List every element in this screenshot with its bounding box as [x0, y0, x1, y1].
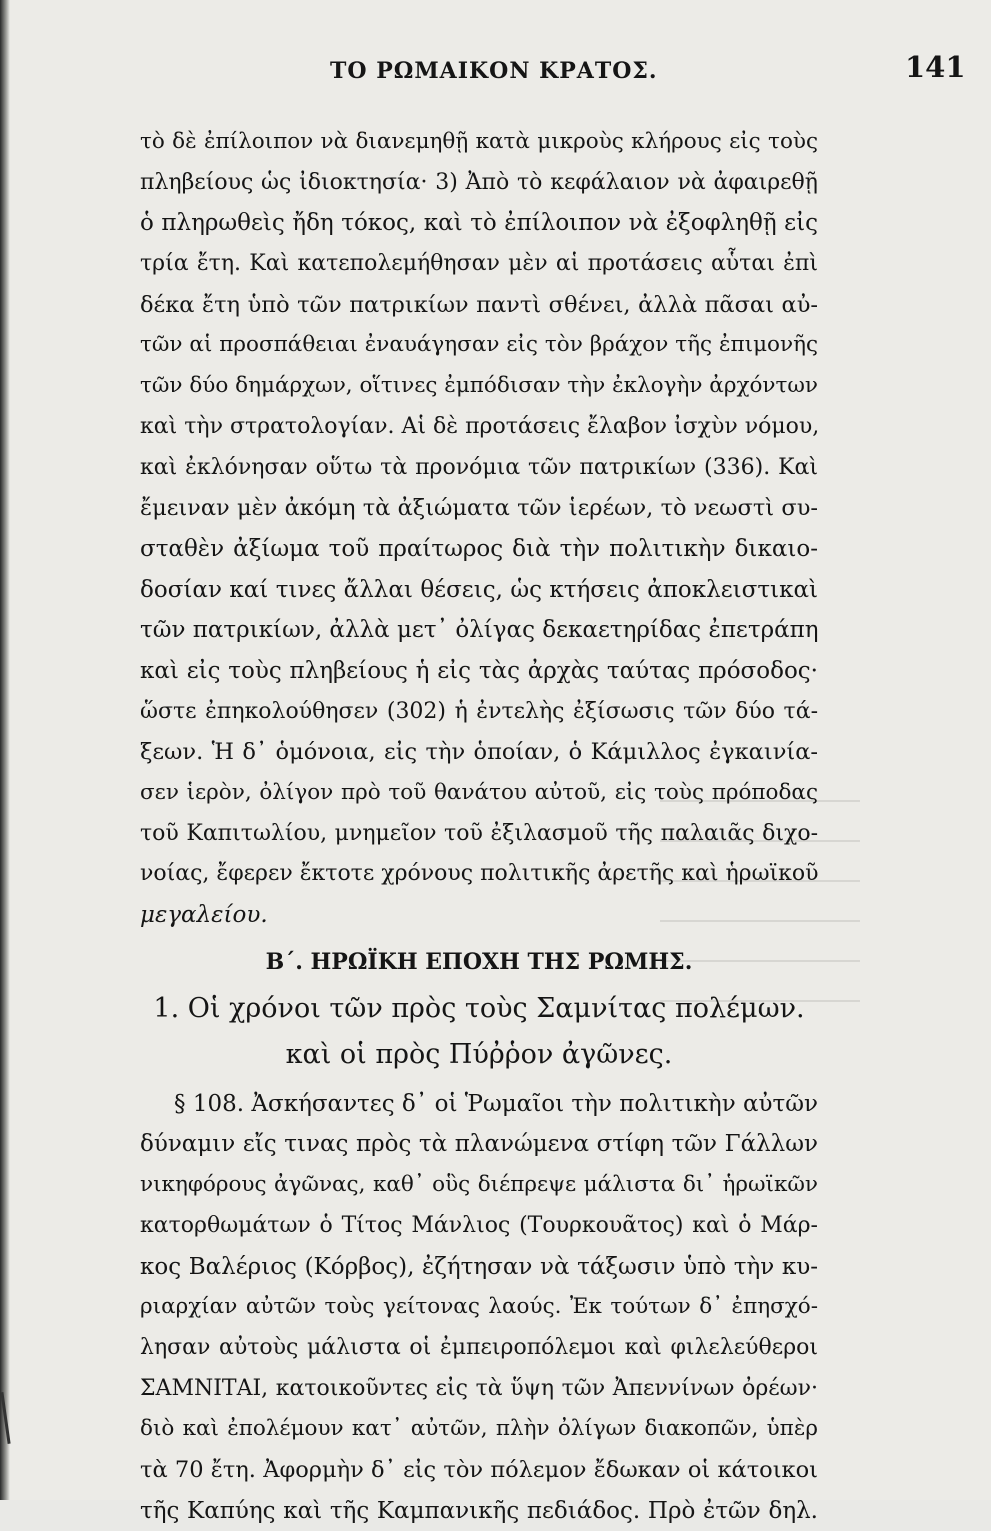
text-line: δοσίαν καί τινες ἄλλαι θέσεις, ὡς κτήσεις ἀποκλειστικαὶ — [140, 576, 818, 603]
text-line: ριαρχίαν αὐτῶν τοὺς γείτονας λαούς. Ἐκ τούτων δ᾽ ἐπησχό- — [140, 1294, 818, 1320]
text-line: σταθὲν ἀξίωμα τοῦ πραίτωρος διὰ τὴν πολιτικὴν δικαιο- — [140, 535, 818, 562]
page-number: 141 — [905, 50, 966, 84]
text-line: σεν ἱερὸν, ὀλίγον πρὸ τοῦ θανάτου αὐτοῦ, εἰς τοὺς πρόποδας — [140, 780, 818, 805]
text-line: διὸ καὶ ἐπολέμουν κατ᾽ αὐτῶν, πλὴν ὀλίγων διακοπῶν, ὑπὲρ — [140, 1416, 818, 1442]
text-line: ἔμειναν μὲν ἀκόμη τὰ ἀξιώματα τῶν ἱερέων, τὸ νεωστὶ συ- — [140, 495, 818, 522]
text-line: τῶν αἱ προσπάθειαι ἐναυάγησαν εἰς τὸν βράχον τῆς ἐπιμονῆς — [140, 332, 818, 358]
text-line: κος Βαλέριος (Κόρβος), ἐζήτησαν νὰ τάξωσιν ὑπὸ τὴν κυ- — [140, 1253, 818, 1280]
text-line: μεγαλείου. — [140, 902, 268, 929]
text-line: λησαν αὐτοὺς μάλιστα οἱ ἐμπειροπόλεμοι καὶ φιλελεύθεροι — [140, 1334, 818, 1360]
text-line: ὁ πληρωθεὶς ἤδη τόκος, καὶ τὸ ἐπίλοιπον νὰ ἐξοφληθῇ εἰς — [140, 210, 818, 237]
text-line: τὰ 70 ἔτη. Ἀφορμὴν δ᾽ εἰς τὸν πόλεμον ἔδωκαν οἱ κάτοικοι — [140, 1456, 818, 1483]
text-line: κατορθωμάτων ὁ Τίτος Μάνλιος (Τουρκουᾶτος) καὶ ὁ Μάρ- — [140, 1212, 818, 1238]
text-line: δύναμιν εἴς τινας πρὸς τὰ πλανώμενα στίφη τῶν Γάλλων — [140, 1131, 818, 1158]
text-line: πληβείους ὡς ἰδιοκτησία· 3) Ἀπὸ τὸ κεφάλαιον νὰ ἀφαιρεθῇ — [140, 169, 818, 195]
text-line: τῶν πατρικίων, ἀλλὰ μετ᾽ ὀλίγας δεκαετηρίδας ἐπετράπη — [140, 617, 819, 644]
paragraph-2 — [140, 1084, 818, 1531]
text-line: τῶν δύο δημάρχων, οἵτινες ἐμπόδισαν τὴν ἐκλογὴν ἀρχόντων — [140, 373, 818, 399]
subheading-line-2: καὶ οἱ πρὸς Πύῤῥον ἀγῶνες. — [285, 1038, 673, 1070]
text-line: καὶ εἰς τοὺς πληβείους ἡ εἰς τὰς ἀρχὰς ταύτας πρόσοδος· — [140, 657, 818, 684]
text-line: τρία ἔτη. Καὶ κατεπολεμήθησαν μὲν αἱ προτάσεις αὗται ἐπὶ — [140, 251, 818, 277]
subheading-line-1: 1. Οἱ χρόνοι τῶν πρὸς τοὺς Σαμνίτας πολέμων. — [153, 992, 805, 1024]
text-line: καὶ τὴν στρατολογίαν. Αἱ δὲ προτάσεις ἔλαβον ἰσχὺν νόμου, — [140, 413, 820, 439]
text-line: τῆς Καπύης καὶ τῆς Καμπανικῆς πεδιάδος. Πρὸ ἐτῶν δηλ. — [140, 1497, 818, 1524]
text-line: νοίας, ἔφερεν ἔκτοτε χρόνους πολιτικῆς ἀρετῆς καὶ ἡρωϊκοῦ — [140, 861, 819, 887]
text-body — [140, 122, 818, 1531]
section-heading: Β΄. ΗΡΩΪΚΗ ΕΠΟΧΗ ΤΗΣ ΡΩΜΗΣ. — [265, 948, 693, 975]
text-line: νικηφόρους ἀγῶνας, καθ᾽ οὓς διέπρεψε μάλιστα δι᾽ ἡρωϊκῶν — [140, 1172, 818, 1198]
text-line: τὸ δὲ ἐπίλοιπον νὰ διανεμηθῇ κατὰ μικροὺς κλήρους εἰς τοὺς — [140, 129, 818, 154]
text-line: δέκα ἔτη ὑπὸ τῶν πατρικίων παντὶ σθένει, ἀλλὰ πᾶσαι αὐ- — [140, 291, 818, 318]
page-binding-edge — [0, 0, 10, 1500]
text-line: τοῦ Καπιτωλίου, μνημεῖον τοῦ ἐξιλασμοῦ τῆς παλαιᾶς διχο- — [140, 820, 818, 846]
text-line: § 108. Ἀσκήσαντες δ᾽ οἱ Ῥωμαῖοι τὴν πολιτικὴν αὐτῶν — [174, 1090, 818, 1117]
running-title: ΤΟ ΡΩΜΑΙΚΟΝ ΚΡΑΤΟΣ. — [330, 58, 658, 84]
text-line: καὶ ἐκλόνησαν οὕτω τὰ προνόμια τῶν πατρικίων (336). Καὶ — [140, 454, 818, 480]
text-line: ΣΑΜΝΙΤΑΙ, κατοικοῦντες εἰς τὰ ὕψη τῶν Ἀπεννίνων ὀρέων· — [140, 1375, 818, 1401]
paragraph-1 — [140, 122, 818, 936]
text-line: ὥστε ἐπηκολούθησεν (302) ἡ ἐντελὴς ἐξίσωσις τῶν δύο τά- — [140, 698, 818, 724]
text-line: ξεων. Ἡ δ᾽ ὁμόνοια, εἰς τὴν ὁποίαν, ὁ Κάμιλλος ἐγκαινία- — [140, 739, 818, 766]
